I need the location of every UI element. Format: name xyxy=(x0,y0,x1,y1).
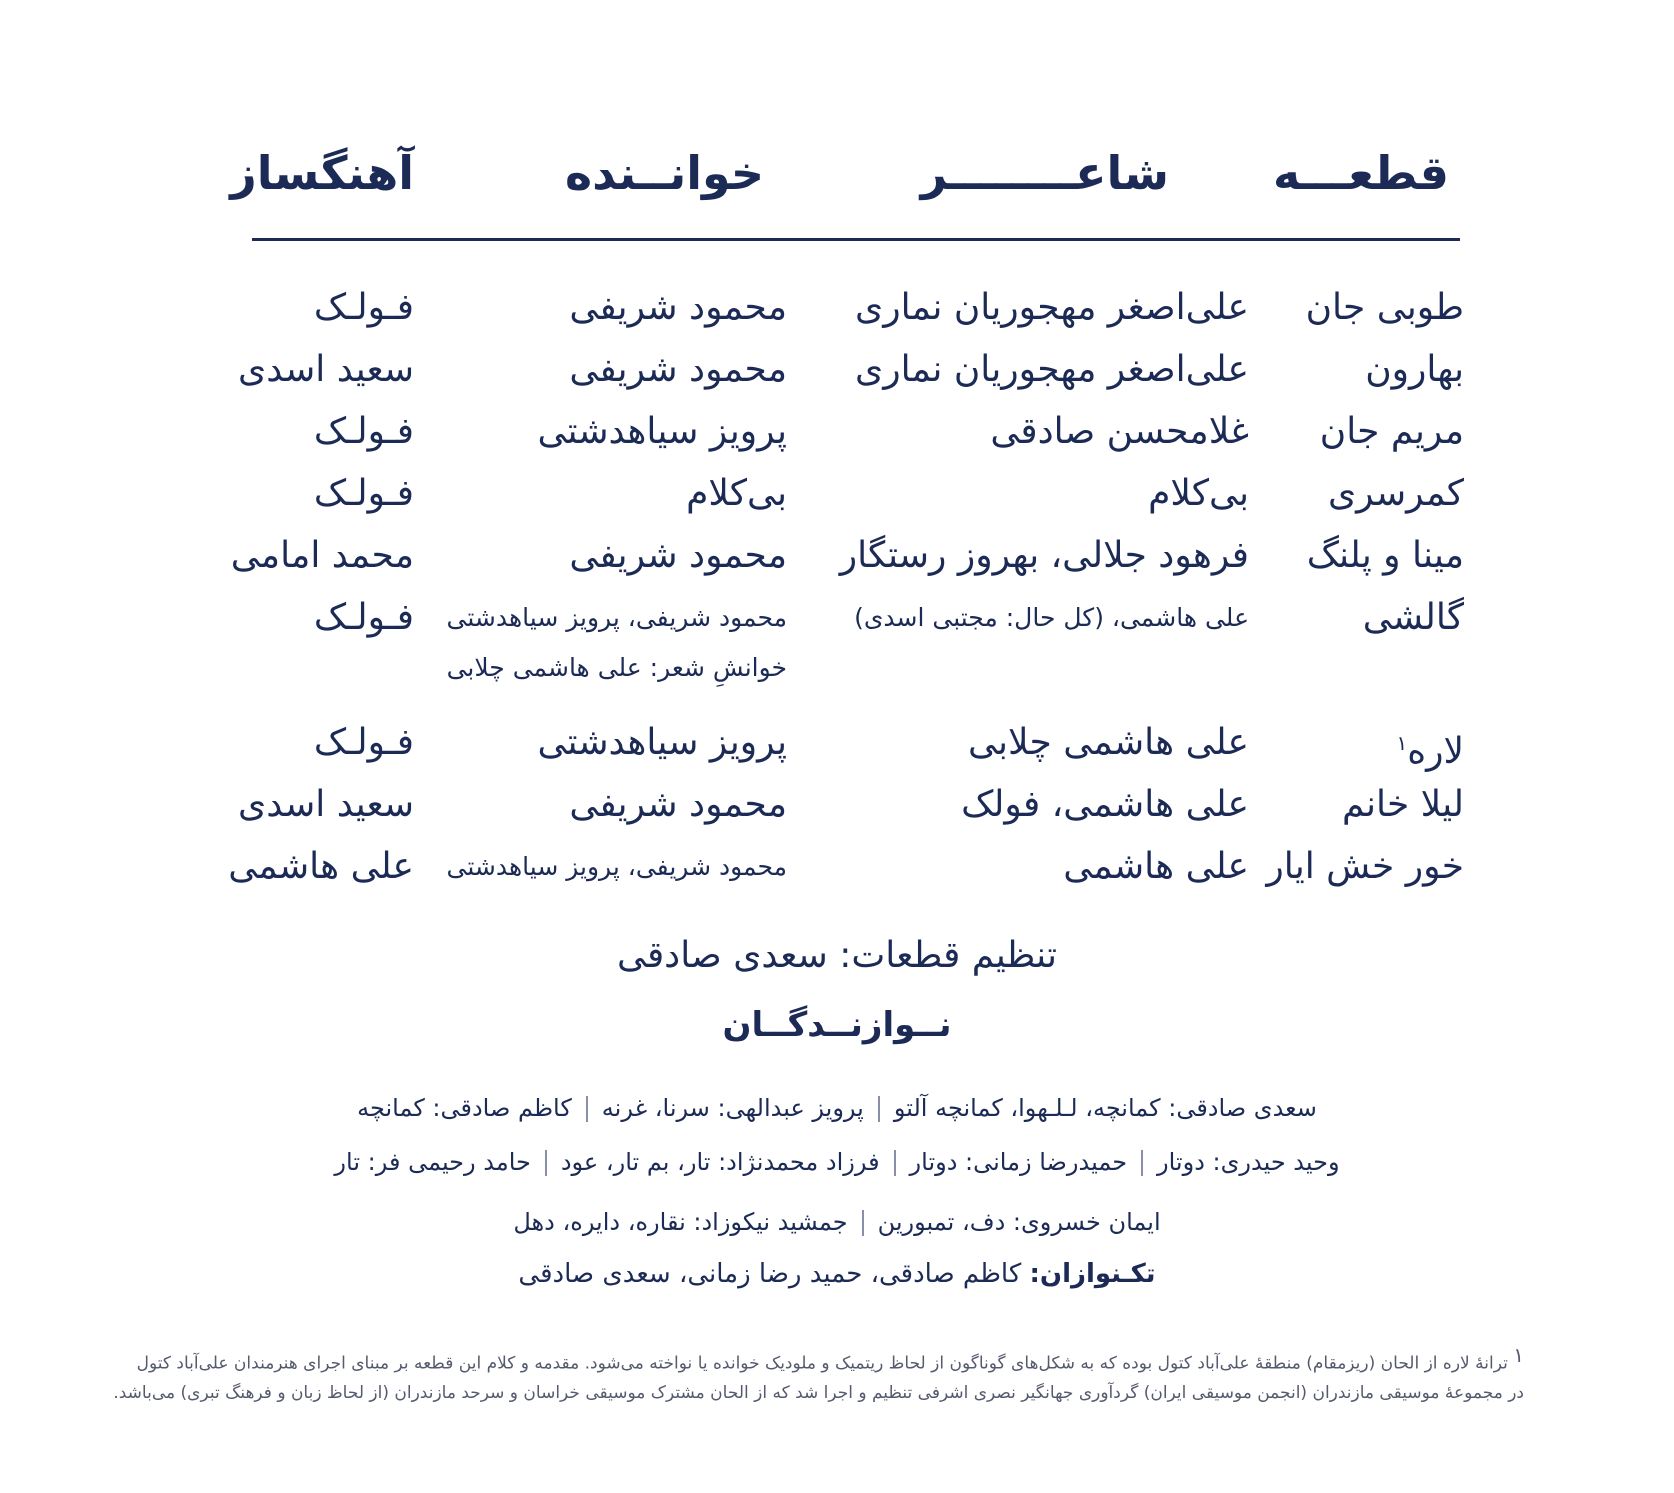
singer-name: پرویز سیاهدشتی xyxy=(537,722,787,763)
poet-name: فرهود جلالی، بهروز رستگار xyxy=(839,535,1249,576)
piece-title xyxy=(1396,718,1464,777)
piece-title: مینا و پلنگ xyxy=(1306,535,1464,576)
composer-name: فـولـک xyxy=(313,411,414,452)
singer-note: خوانشِ شعر: علی هاشمی چلابی xyxy=(446,653,787,682)
separator xyxy=(1141,1150,1143,1176)
footnote-text: ترانهٔ لاره از الحان (ریزمقام) منطقهٔ علی‌آباد کتول بوده که به شکل‌های گوناگون از لحاظ ریتمیک و ملودیک خوانده یا نواخته می‌شود. مقدمه و کلام این قطعه بر مبنای اجرای هنرمندان علی‌آباد کتول xyxy=(136,1353,1508,1374)
separator xyxy=(545,1150,547,1176)
soloists-names: کاظم صادقی، حمید رضا زمانی، سعدی صادقی xyxy=(518,1259,1022,1289)
header-singer: خوانــنده xyxy=(565,146,764,200)
piece-title: مریم جان xyxy=(1319,411,1464,452)
singer-name: محمود شریفی xyxy=(569,287,787,328)
singer-name: محمود شریفی xyxy=(569,535,787,576)
musician-credit: جمشید نیکوزاد: نقاره، دایره، دهل xyxy=(513,1208,848,1236)
poet-name: علی هاشمی چلابی xyxy=(968,722,1249,763)
header-divider xyxy=(252,238,1460,241)
composer-name: سعید اسدی xyxy=(238,349,414,390)
soloists-label: تکـنوازان: xyxy=(1029,1259,1156,1289)
piece-title: بهارون xyxy=(1365,349,1464,390)
separator xyxy=(862,1210,864,1236)
table-row xyxy=(0,593,1674,703)
composer-name: فـولـک xyxy=(313,287,414,328)
footnote-marker: ۱ xyxy=(1396,731,1408,755)
piece-title-text: لاره xyxy=(1407,731,1464,772)
table-row xyxy=(0,345,1674,405)
footnote-line: در مجموعهٔ موسیقی مازندران (انجمن موسیقی ایران) گردآوری جهانگیر نصری اشرفی تنظیم و اجرا شد که از الحان مشترک موسیقی خراسان و سرحد مازندران (از لحاظ زبان و فرهنگ تبری) می‌باشد. xyxy=(113,1383,1524,1403)
composer-name: فـولـک xyxy=(313,597,414,638)
header-composer: آهنگساز xyxy=(230,146,414,200)
arrangement-credit: تنظیم قطعات: سعدی صادقی xyxy=(616,935,1058,976)
poet-name: علی‌اصغر مهجوریان نماری xyxy=(855,287,1249,328)
composer-name: فـولـک xyxy=(313,473,414,514)
singer-name: پرویز سیاهدشتی xyxy=(537,411,787,452)
poet-name: علی‌اصغر مهجوریان نماری xyxy=(855,349,1249,390)
poet-name: غلامحسن صادقی xyxy=(990,411,1249,452)
musician-credit: حمیدرضا زمانی: دوتار xyxy=(909,1148,1128,1176)
musician-credit: وحید حیدری: دوتار xyxy=(1157,1148,1340,1176)
musicians-title: نــوازنــدگــان xyxy=(722,1005,952,1045)
header-piece: قطعـــه xyxy=(1273,146,1449,200)
musicians-line xyxy=(0,1200,1674,1244)
singer-name: بی‌کلام xyxy=(686,473,787,514)
table-row xyxy=(0,283,1674,343)
table-row xyxy=(0,469,1674,529)
composer-name: فـولـک xyxy=(313,722,414,763)
separator xyxy=(894,1150,896,1176)
separator xyxy=(878,1096,880,1122)
composer-name: علی هاشمی xyxy=(228,846,414,887)
singer-name: محمود شریفی، پرویز سیاهدشتی xyxy=(446,852,787,881)
musician-credit: پرویز عبدالهی: سرنا، غرنه xyxy=(601,1094,864,1122)
table-row xyxy=(0,842,1674,902)
piece-title: طوبی جان xyxy=(1305,287,1464,328)
table-row xyxy=(0,407,1674,467)
musician-credit: فرزاد محمدنژاد: تار، بم تار، عود xyxy=(560,1148,880,1176)
poet-name: بی‌کلام xyxy=(1148,473,1249,514)
table-row xyxy=(0,718,1674,778)
table-row xyxy=(0,780,1674,840)
musicians-line xyxy=(0,1086,1674,1130)
poet-name: علی هاشمی xyxy=(1063,846,1249,887)
composer-name: سعید اسدی xyxy=(238,784,414,825)
table-row xyxy=(0,531,1674,591)
musician-credit: کاظم صادقی: کمانچه xyxy=(357,1094,572,1122)
poet-name: علی هاشمی، فولک xyxy=(961,784,1249,825)
footnote-line xyxy=(137,1340,1524,1379)
footnote-marker: ۱ xyxy=(1513,1343,1524,1367)
musician-credit: حامد رحیمی فر: تار xyxy=(334,1148,531,1176)
soloists-line xyxy=(0,1252,1674,1296)
separator xyxy=(586,1096,588,1122)
composer-name: محمد امامی xyxy=(230,535,414,576)
poet-name: علی هاشمی، (کل حال: مجتبی اسدی) xyxy=(854,603,1249,632)
singer-name: محمود شریفی xyxy=(569,349,787,390)
piece-title: لیلا خانم xyxy=(1342,784,1464,825)
musician-credit: ایمان خسروی: دف، تمبورین xyxy=(877,1208,1161,1236)
header-poet: شاعــــــــر xyxy=(920,146,1169,200)
piece-title: خور خش ایار xyxy=(1266,846,1464,887)
musicians-line xyxy=(0,1140,1674,1184)
singer-name: محمود شریفی، پرویز سیاهدشتی xyxy=(446,603,787,632)
musician-credit: سعدی صادقی: کمانچه، لـلـهوا، کمانچه آلتو xyxy=(893,1094,1317,1122)
singer-name: محمود شریفی xyxy=(569,784,787,825)
piece-title: گالشی xyxy=(1362,597,1464,638)
piece-title: کمرسری xyxy=(1327,473,1464,514)
